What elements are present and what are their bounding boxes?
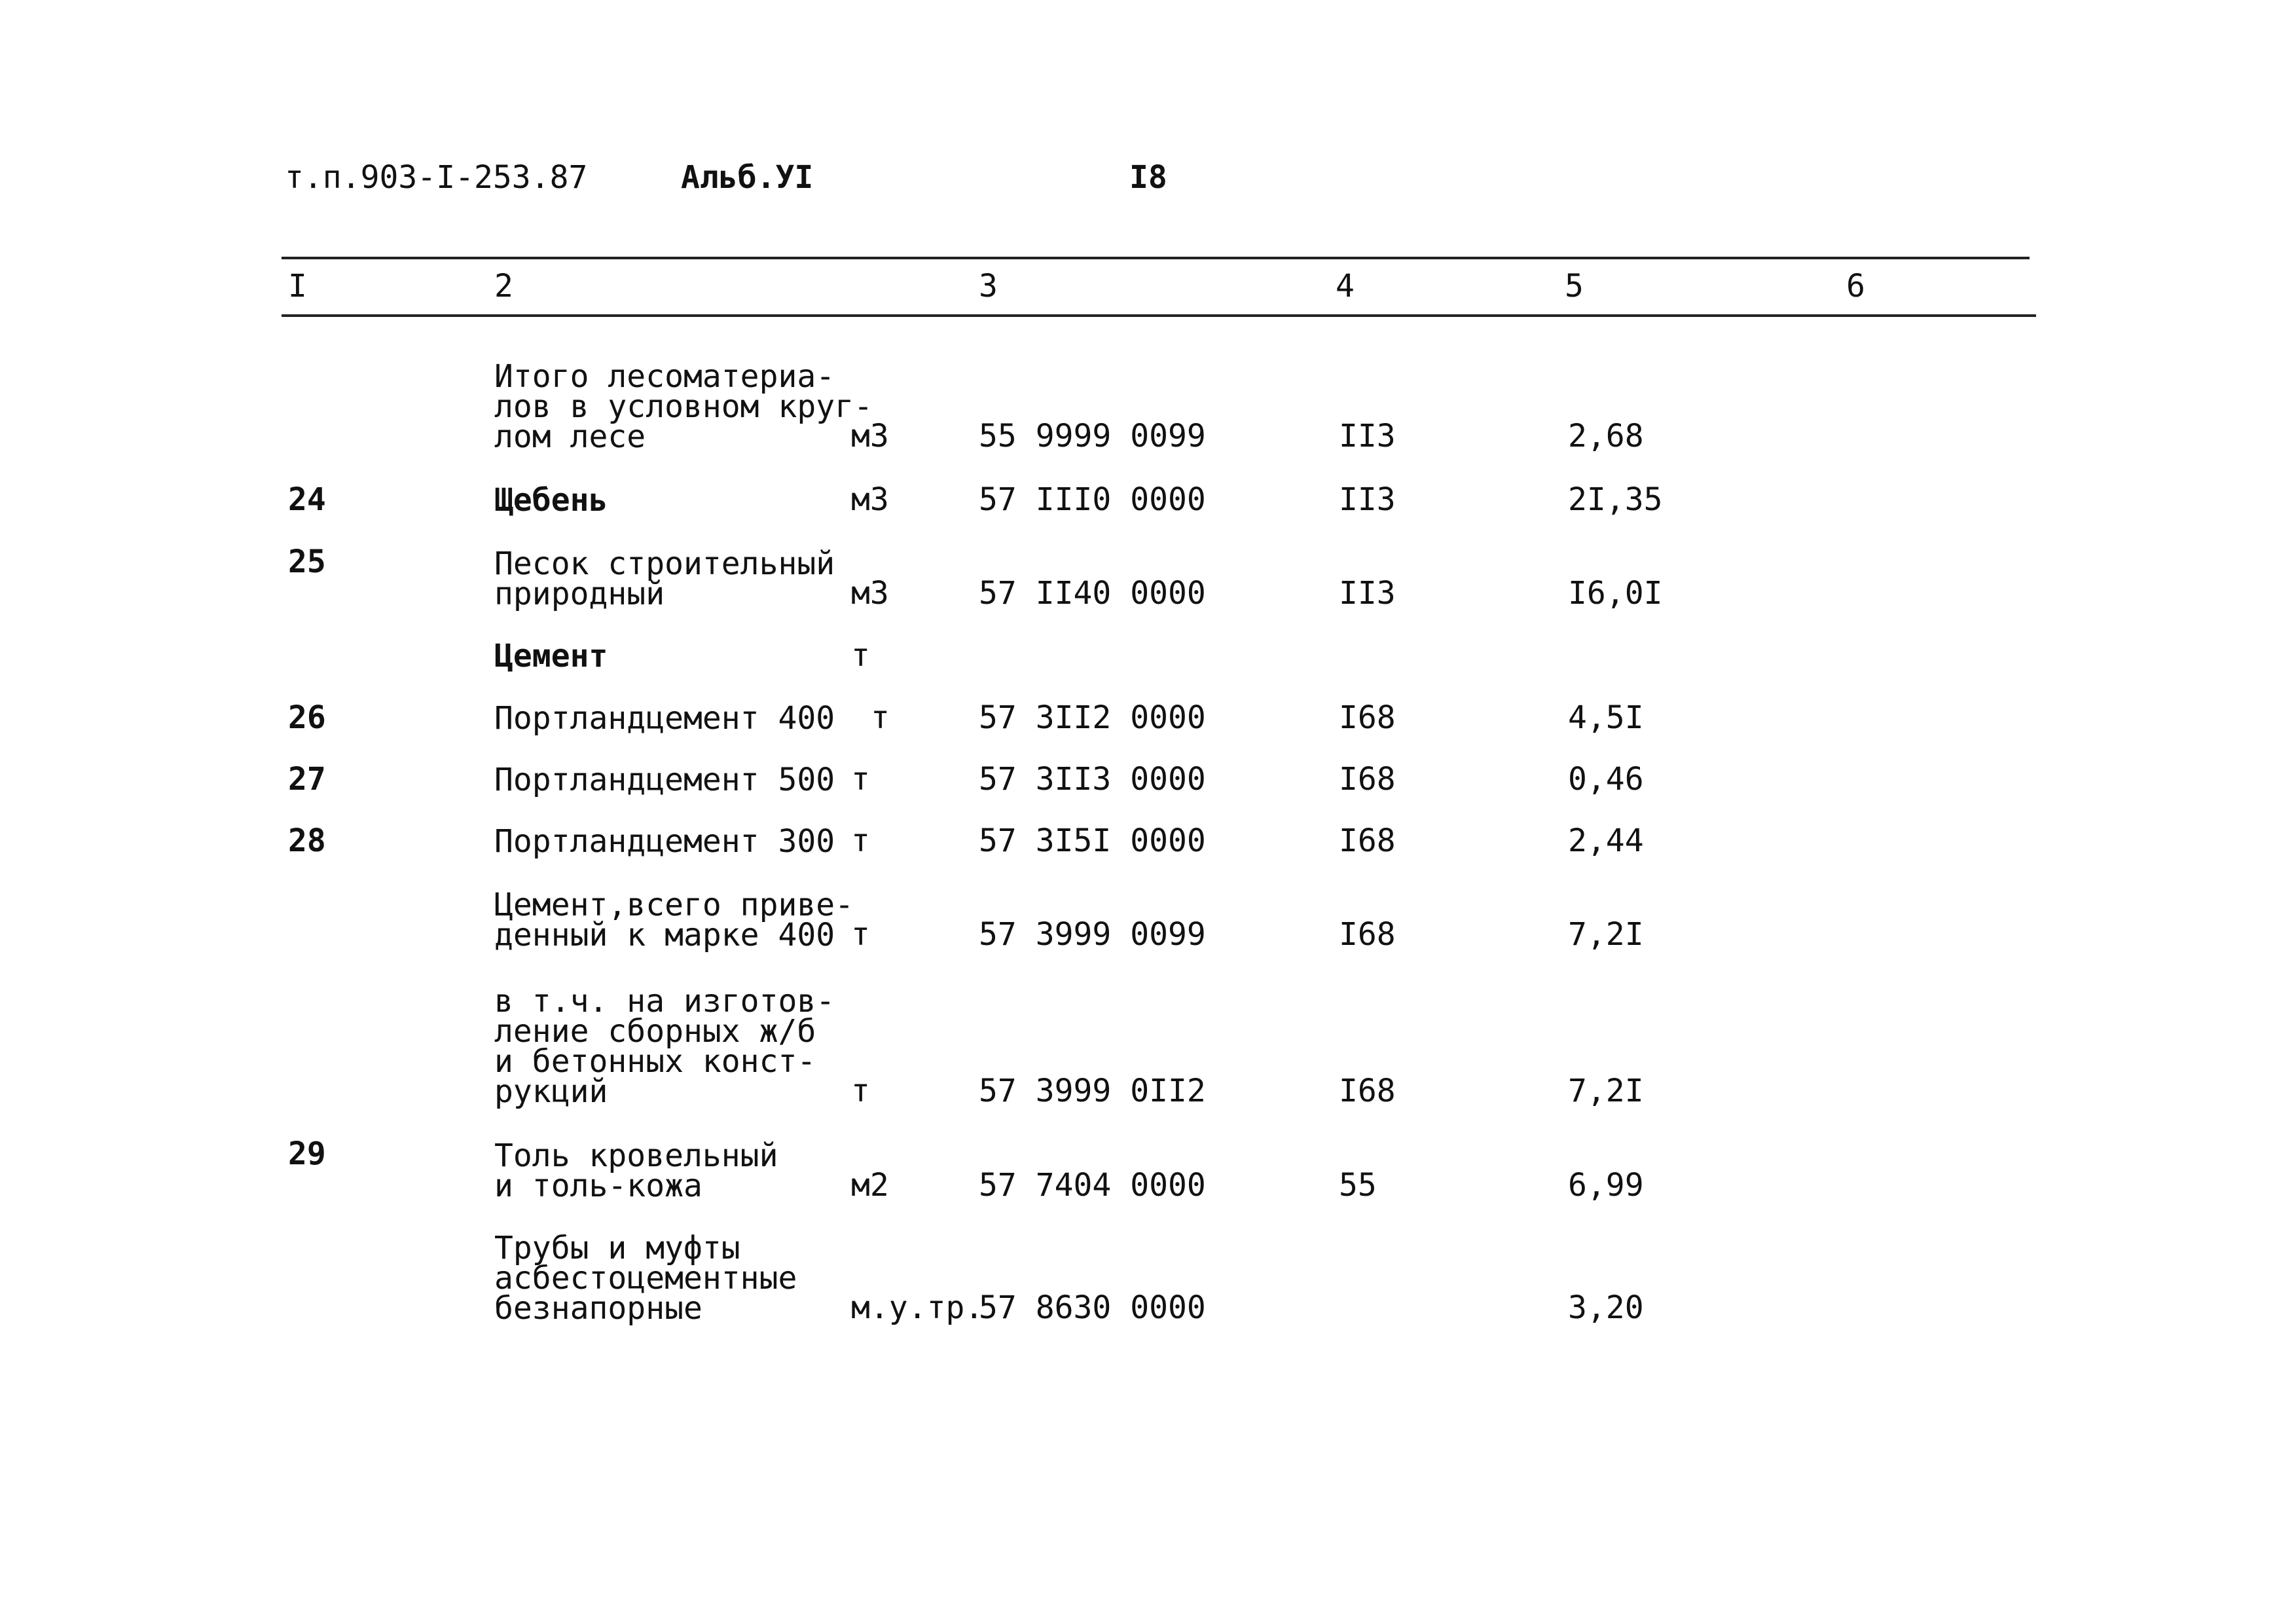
quantity: 4,5I — [1568, 699, 1644, 736]
column-4-value: I68 — [1339, 916, 1396, 953]
product-code: 57 7404 0000 — [979, 1167, 1206, 1204]
quantity: 2,68 — [1568, 418, 1644, 454]
quantity: I6,0I — [1568, 575, 1663, 612]
quantity: 3,20 — [1568, 1289, 1644, 1326]
row-number: 29 — [288, 1135, 326, 1172]
column-4-value: I68 — [1339, 822, 1396, 859]
unit: м3 — [851, 418, 889, 454]
album-label: Альб.УI — [681, 159, 814, 196]
table-header-rule — [282, 314, 2036, 317]
material-name: Цемент — [494, 638, 608, 674]
unit: т — [851, 761, 870, 798]
product-code: 55 9999 0099 — [979, 418, 1206, 454]
column-4-value: II3 — [1339, 418, 1396, 454]
material-name: Итого лесоматериа- лов в условном круг- лом лесе — [494, 358, 873, 455]
table-row — [282, 761, 2036, 798]
unit: т — [851, 637, 870, 674]
material-name: в т.ч. на изготов- ление сборных ж/б и бетонных конст- рукций — [494, 983, 835, 1110]
column-header-5: 5 — [1565, 268, 1584, 304]
column-4-value: I68 — [1339, 1073, 1396, 1109]
material-name: Портландцемент 300 — [494, 823, 835, 860]
row-number: 28 — [288, 822, 326, 859]
unit: м3 — [851, 575, 889, 612]
material-name: Толь кровельный и толь-кожа — [494, 1137, 778, 1204]
row-number: 25 — [288, 544, 326, 580]
document-reference: т.п.903-I-253.87 — [285, 159, 588, 196]
unit: т — [851, 822, 870, 859]
column-4-value: I68 — [1339, 761, 1396, 798]
column-headers — [282, 263, 2036, 309]
unit: т — [871, 699, 890, 736]
quantity: 0,46 — [1568, 761, 1644, 798]
product-code: 57 8630 0000 — [979, 1289, 1206, 1326]
row-number: 27 — [288, 761, 326, 798]
table-row — [282, 887, 2036, 953]
table-top-rule — [282, 257, 2030, 259]
material-name: Щебень — [494, 482, 608, 519]
page-number: I8 — [1129, 159, 1167, 196]
material-name: Портландцемент 400 — [494, 700, 835, 737]
material-name: Песок строительный природный — [494, 545, 835, 612]
product-code: 57 II40 0000 — [979, 575, 1206, 612]
product-code: 57 3I5I 0000 — [979, 822, 1206, 859]
material-name: Трубы и муфты асбестоцементные безнапорные — [494, 1230, 797, 1327]
column-4-value: I68 — [1339, 699, 1396, 736]
quantity: 7,2I — [1568, 1073, 1644, 1109]
unit: м3 — [851, 481, 889, 518]
table-row — [282, 544, 2036, 612]
product-code: 57 3999 0099 — [979, 916, 1206, 953]
material-name: Цемент,всего приве- денный к марке 400 — [494, 887, 854, 953]
column-header-3: 3 — [979, 268, 998, 304]
row-number: 24 — [288, 481, 326, 518]
column-header-4: 4 — [1336, 268, 1355, 304]
unit: т — [851, 916, 870, 953]
column-4-value: 55 — [1339, 1167, 1377, 1204]
unit: м2 — [851, 1167, 889, 1204]
product-code: 57 III0 0000 — [979, 481, 1206, 518]
quantity: 6,99 — [1568, 1167, 1644, 1204]
product-code: 57 3999 0II2 — [979, 1073, 1206, 1109]
column-header-6: 6 — [1846, 268, 1865, 304]
product-code: 57 3II3 0000 — [979, 761, 1206, 798]
table-row — [282, 1135, 2036, 1204]
column-4-value: II3 — [1339, 481, 1396, 518]
material-name: Портландцемент 500 — [494, 762, 835, 798]
product-code: 57 3II2 0000 — [979, 699, 1206, 736]
quantity: 2,44 — [1568, 822, 1644, 859]
unit: т — [851, 1073, 870, 1109]
quantity: 7,2I — [1568, 916, 1644, 953]
table-row — [282, 481, 2036, 519]
page-header — [285, 155, 2052, 200]
quantity: 2I,35 — [1568, 481, 1663, 518]
table-row — [282, 355, 2036, 455]
unit: м.у.тр. — [851, 1289, 984, 1326]
row-number: 26 — [288, 699, 326, 736]
table-row — [282, 822, 2036, 860]
table-row — [282, 1229, 2036, 1327]
table-row — [282, 699, 2036, 737]
column-header-1: I — [288, 268, 307, 304]
column-4-value: II3 — [1339, 575, 1396, 612]
column-header-2: 2 — [494, 268, 513, 304]
table-row — [282, 981, 2036, 1110]
table-row — [282, 637, 2036, 674]
